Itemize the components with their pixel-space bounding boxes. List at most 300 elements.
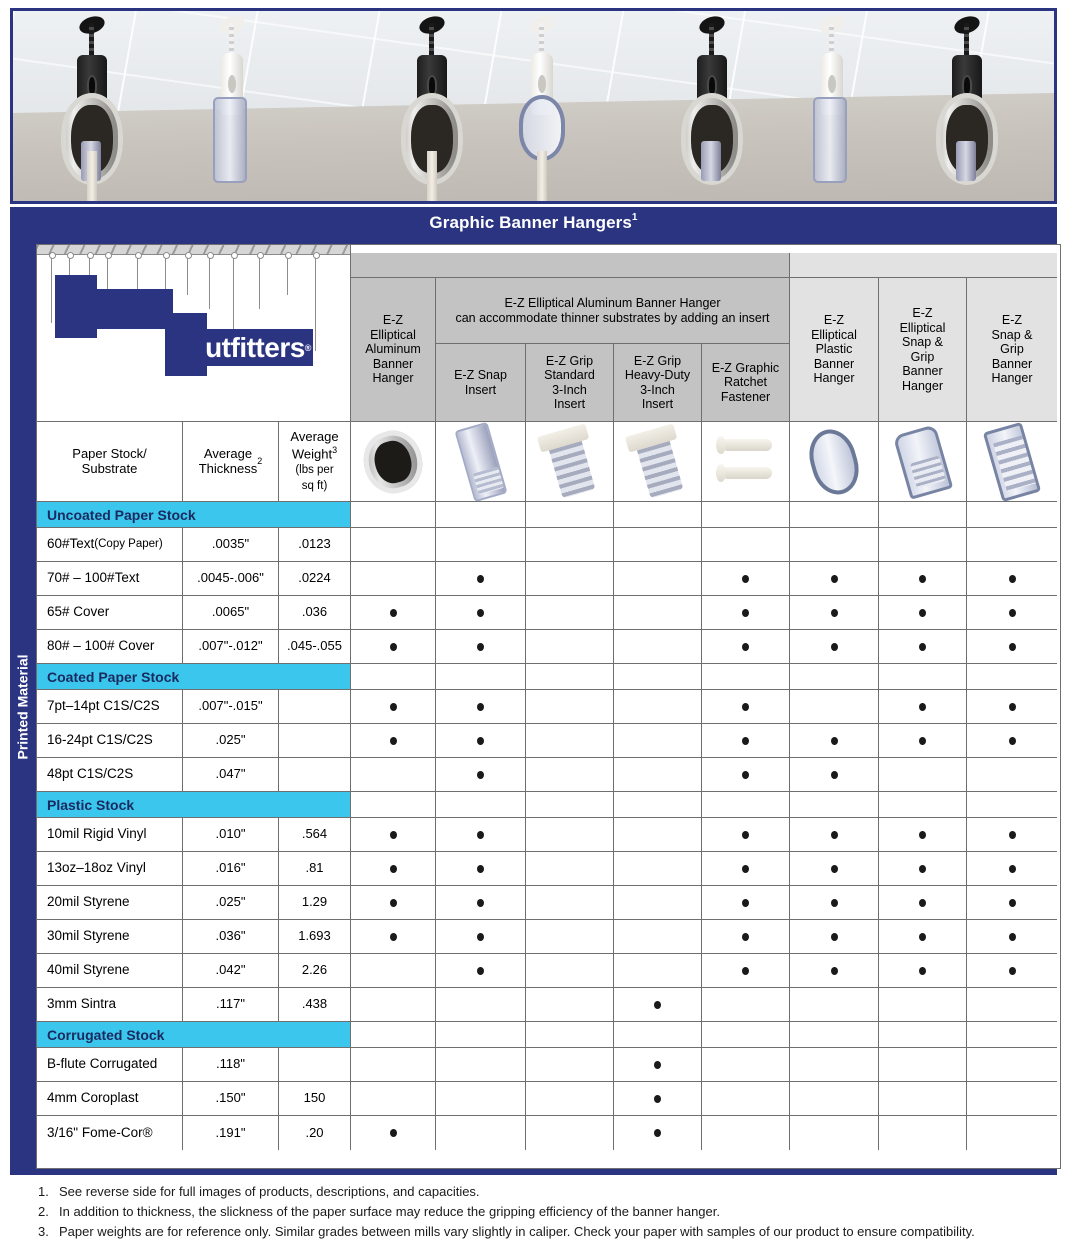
table-cell-compatibility bbox=[967, 1048, 1057, 1082]
table-row-substrate-name: 48pt C1S/C2S bbox=[37, 758, 183, 792]
section-header-spacer bbox=[526, 792, 614, 818]
footnote-number: 3. bbox=[38, 1224, 49, 1240]
compatibility-dot bbox=[831, 737, 838, 745]
table-cell-weight: .0224 bbox=[279, 562, 351, 596]
logo-word-eiling bbox=[93, 289, 173, 329]
footnote-3 bbox=[38, 1222, 1058, 1242]
table-cell-compatibility bbox=[879, 818, 967, 852]
table-cell-weight: .0123 bbox=[279, 528, 351, 562]
banner-tail-icon bbox=[537, 151, 547, 204]
page-title-footnote-ref: 1 bbox=[631, 211, 638, 223]
table-row-substrate-name: 3/16" Fome-Cor® bbox=[37, 1116, 183, 1150]
table-cell-compatibility bbox=[351, 886, 436, 920]
column-header-grip-heavyduty: E-Z Grip Heavy-Duty 3-Inch Insert bbox=[614, 344, 702, 422]
compatibility-dot bbox=[742, 703, 749, 711]
printed-material-side-label bbox=[10, 238, 36, 1175]
table-cell-compatibility bbox=[879, 758, 967, 792]
section-header-spacer bbox=[790, 502, 879, 528]
compatibility-dot bbox=[831, 967, 838, 975]
compatibility-dot bbox=[831, 899, 838, 907]
section-header-spacer bbox=[526, 502, 614, 528]
compatibility-dot bbox=[919, 865, 926, 873]
table-cell-compatibility bbox=[790, 1048, 879, 1082]
table-cell-thickness: .150" bbox=[183, 1082, 279, 1116]
table-cell-compatibility bbox=[879, 528, 967, 562]
compatibility-dot bbox=[390, 933, 397, 941]
hanger-photo-2 bbox=[183, 11, 279, 191]
table-row-substrate-name: 70# – 100#Text bbox=[37, 562, 183, 596]
compatibility-dot bbox=[477, 609, 484, 617]
footnote-1 bbox=[38, 1182, 1058, 1202]
table-cell-compatibility bbox=[790, 596, 879, 630]
compatibility-dot bbox=[477, 865, 484, 873]
table-cell-compatibility bbox=[879, 562, 967, 596]
table-cell-compatibility bbox=[879, 1048, 967, 1082]
table-cell-compatibility bbox=[879, 1082, 967, 1116]
table-cell-compatibility bbox=[790, 852, 879, 886]
table-row-substrate-name: 80# – 100# Cover bbox=[37, 630, 183, 664]
table-cell-compatibility bbox=[351, 758, 436, 792]
compatibility-dot bbox=[390, 703, 397, 711]
table-cell-compatibility bbox=[436, 596, 526, 630]
table-cell-thickness: .117" bbox=[183, 988, 279, 1022]
product-image-plastic-elliptical bbox=[790, 422, 879, 502]
compatibility-dot bbox=[919, 575, 926, 583]
table-row-substrate-name: 10mil Rigid Vinyl bbox=[37, 818, 183, 852]
section-header-spacer bbox=[967, 502, 1057, 528]
compatibility-dot bbox=[831, 865, 838, 873]
compatibility-dot bbox=[831, 933, 838, 941]
table-cell-compatibility bbox=[702, 690, 790, 724]
table-cell-compatibility bbox=[351, 630, 436, 664]
table-cell-thickness: .047" bbox=[183, 758, 279, 792]
section-header-spacer bbox=[790, 1022, 879, 1048]
table-cell-compatibility bbox=[436, 818, 526, 852]
compatibility-dot bbox=[477, 771, 484, 779]
table-cell-compatibility bbox=[526, 724, 614, 758]
table-cell-compatibility bbox=[967, 596, 1057, 630]
column-header-snap-insert: E-Z Snap Insert bbox=[436, 344, 526, 422]
table-cell-compatibility bbox=[790, 1116, 879, 1150]
compatibility-dot bbox=[390, 643, 397, 651]
table-cell-compatibility bbox=[879, 954, 967, 988]
table-cell-compatibility bbox=[790, 724, 879, 758]
table-cell-compatibility bbox=[879, 886, 967, 920]
table-cell-compatibility bbox=[967, 724, 1057, 758]
section-header-plastic-stock: Plastic Stock bbox=[37, 792, 351, 818]
product-image-elliptical-snap-grip bbox=[879, 422, 967, 502]
table-cell-compatibility bbox=[351, 852, 436, 886]
table-cell-compatibility bbox=[526, 1082, 614, 1116]
table-cell-compatibility bbox=[967, 818, 1057, 852]
table-cell-compatibility bbox=[879, 920, 967, 954]
table-cell-weight: 150 bbox=[279, 1082, 351, 1116]
compatibility-dot bbox=[654, 1001, 661, 1009]
table-cell-thickness: .016" bbox=[183, 852, 279, 886]
compatibility-dot bbox=[477, 967, 484, 975]
column-header-average-thickness: Average Thickness 2 bbox=[183, 422, 279, 502]
section-header-spacer bbox=[614, 502, 702, 528]
section-header-spacer bbox=[702, 502, 790, 528]
table-row-substrate-name: 13oz–18oz Vinyl bbox=[37, 852, 183, 886]
compatibility-dot bbox=[477, 899, 484, 907]
table-cell-compatibility bbox=[436, 528, 526, 562]
compatibility-dot bbox=[1009, 703, 1016, 711]
table-cell-compatibility bbox=[351, 562, 436, 596]
group-header-aluminum bbox=[351, 253, 790, 278]
column-header-ez-elliptical-aluminum-banner-hanger: E-Z Elliptical Aluminum Banner Hanger bbox=[351, 278, 436, 422]
table-cell-thickness: .191" bbox=[183, 1116, 279, 1150]
table-cell-compatibility bbox=[790, 528, 879, 562]
table-cell-compatibility bbox=[436, 630, 526, 664]
table-cell-compatibility bbox=[790, 562, 879, 596]
table-cell-compatibility bbox=[351, 1048, 436, 1082]
product-image-aluminum-elliptical bbox=[351, 422, 436, 502]
table-cell-compatibility bbox=[614, 1116, 702, 1150]
compatibility-dot bbox=[390, 899, 397, 907]
table-cell-thickness: .118" bbox=[183, 1048, 279, 1082]
table-cell-compatibility bbox=[614, 818, 702, 852]
footnote-2 bbox=[38, 1202, 1058, 1222]
table-cell-compatibility bbox=[351, 724, 436, 758]
table-cell-compatibility bbox=[436, 954, 526, 988]
table-cell-compatibility bbox=[436, 562, 526, 596]
table-cell-compatibility bbox=[614, 1082, 702, 1116]
table-cell-compatibility bbox=[967, 562, 1057, 596]
compatibility-dot bbox=[477, 933, 484, 941]
table-cell-compatibility bbox=[967, 988, 1057, 1022]
table-cell-compatibility bbox=[702, 852, 790, 886]
table-cell-compatibility bbox=[436, 1048, 526, 1082]
table-cell-compatibility bbox=[790, 954, 879, 988]
footnote-number: 1. bbox=[38, 1184, 49, 1199]
compatibility-dot bbox=[831, 643, 838, 651]
table-cell-weight bbox=[279, 758, 351, 792]
compatibility-dot bbox=[919, 933, 926, 941]
hanger-photo-1 bbox=[43, 11, 139, 191]
compatibility-dot bbox=[1009, 865, 1016, 873]
product-image-snap-grip bbox=[967, 422, 1057, 502]
clear-extrusion-icon bbox=[213, 97, 247, 183]
section-header-spacer bbox=[879, 792, 967, 818]
clear-extrusion-icon bbox=[813, 97, 847, 183]
compatibility-dot bbox=[742, 609, 749, 617]
table-cell-weight: .045-.055 bbox=[279, 630, 351, 664]
table-cell-compatibility bbox=[790, 988, 879, 1022]
table-cell-compatibility bbox=[614, 562, 702, 596]
page-title bbox=[10, 207, 1057, 238]
table-cell-thickness: .036" bbox=[183, 920, 279, 954]
printed-material-side-label-text: Printed Material bbox=[15, 653, 31, 760]
table-cell-compatibility bbox=[614, 724, 702, 758]
table-cell-compatibility bbox=[967, 954, 1057, 988]
hanger-photo-6 bbox=[783, 11, 879, 191]
section-header-spacer bbox=[436, 1022, 526, 1048]
table-cell-compatibility bbox=[702, 1082, 790, 1116]
section-header-spacer bbox=[879, 664, 967, 690]
column-header-average-weight: Average Weight$^3$ (lbs per sq ft) bbox=[279, 422, 351, 502]
compatibility-dot bbox=[477, 575, 484, 583]
company-logo bbox=[37, 245, 351, 422]
table-cell-compatibility bbox=[351, 920, 436, 954]
hanger-photo-3 bbox=[383, 11, 479, 191]
table-cell-compatibility bbox=[702, 886, 790, 920]
table-cell-thickness: .025" bbox=[183, 724, 279, 758]
footnote-number: 2. bbox=[38, 1204, 49, 1220]
compatibility-dot bbox=[390, 609, 397, 617]
table-cell-compatibility bbox=[614, 954, 702, 988]
section-header-spacer bbox=[879, 1022, 967, 1048]
table-cell-thickness: .010" bbox=[183, 818, 279, 852]
table-cell-weight: .036 bbox=[279, 596, 351, 630]
group-header-plastic bbox=[790, 253, 1057, 278]
compatibility-dot bbox=[1009, 967, 1016, 975]
logo-ceiling-rail-icon bbox=[37, 245, 350, 255]
section-header-spacer bbox=[790, 792, 879, 818]
compatibility-dot bbox=[390, 737, 397, 745]
table-row-substrate-name: 60#Text (Copy Paper) bbox=[37, 528, 183, 562]
table-cell-compatibility bbox=[967, 690, 1057, 724]
table-row-substrate-name: 65# Cover bbox=[37, 596, 183, 630]
table-row-substrate-name: 4mm Coroplast bbox=[37, 1082, 183, 1116]
table-cell-compatibility bbox=[967, 1082, 1057, 1116]
table-cell-weight: 2.26 bbox=[279, 954, 351, 988]
table-cell-compatibility bbox=[702, 630, 790, 664]
table-cell-weight: .564 bbox=[279, 818, 351, 852]
table-cell-compatibility bbox=[614, 886, 702, 920]
table-cell-compatibility bbox=[967, 630, 1057, 664]
section-header-spacer bbox=[436, 502, 526, 528]
section-header-coated-paper-stock: Coated Paper Stock bbox=[37, 664, 351, 690]
table-cell-compatibility bbox=[790, 886, 879, 920]
section-header-spacer bbox=[351, 792, 436, 818]
table-cell-compatibility bbox=[879, 724, 967, 758]
section-header-spacer bbox=[436, 664, 526, 690]
table-cell-compatibility bbox=[967, 528, 1057, 562]
table-cell-compatibility bbox=[790, 690, 879, 724]
table-cell-compatibility bbox=[614, 758, 702, 792]
compatibility-dot bbox=[742, 771, 749, 779]
table-cell-compatibility bbox=[526, 562, 614, 596]
section-header-spacer bbox=[702, 792, 790, 818]
table-cell-compatibility bbox=[879, 630, 967, 664]
table-cell-compatibility bbox=[351, 818, 436, 852]
logo-letter-c bbox=[55, 275, 97, 338]
compatibility-dot bbox=[390, 1129, 397, 1137]
table-row-substrate-name: 7pt–14pt C1S/C2S bbox=[37, 690, 183, 724]
table-cell-compatibility bbox=[436, 724, 526, 758]
product-image-grip-standard bbox=[526, 422, 614, 502]
logo-letter-o bbox=[165, 313, 207, 376]
table-cell-compatibility bbox=[526, 920, 614, 954]
table-cell-compatibility bbox=[702, 724, 790, 758]
table-cell-compatibility bbox=[702, 1048, 790, 1082]
table-cell-thickness: .0035" bbox=[183, 528, 279, 562]
table-cell-compatibility bbox=[702, 920, 790, 954]
aluminum-insert-note: E-Z Elliptical Aluminum Banner Hanger can accommodate thinner substrates by adding an insert bbox=[436, 278, 790, 344]
compatibility-dot bbox=[742, 967, 749, 975]
section-header-spacer bbox=[879, 502, 967, 528]
table-cell-compatibility bbox=[790, 920, 879, 954]
table-cell-compatibility bbox=[351, 528, 436, 562]
section-header-spacer bbox=[967, 1022, 1057, 1048]
compatibility-dot bbox=[1009, 933, 1016, 941]
elliptical-end-icon bbox=[681, 93, 743, 185]
section-header-spacer bbox=[790, 664, 879, 690]
column-header-grip-standard: E-Z Grip Standard 3-Inch Insert bbox=[526, 344, 614, 422]
section-header-spacer bbox=[967, 792, 1057, 818]
compatibility-dot bbox=[742, 831, 749, 839]
compatibility-dot bbox=[919, 643, 926, 651]
column-header-paper-stock-substrate: Paper Stock/ Substrate bbox=[37, 422, 183, 502]
section-header-spacer bbox=[614, 664, 702, 690]
table-cell-compatibility bbox=[967, 852, 1057, 886]
table-cell-compatibility bbox=[702, 1116, 790, 1150]
table-cell-compatibility bbox=[351, 1116, 436, 1150]
table-cell-thickness: .0045-.006" bbox=[183, 562, 279, 596]
table-cell-compatibility bbox=[790, 818, 879, 852]
table-cell-compatibility bbox=[351, 690, 436, 724]
table-cell-compatibility bbox=[526, 528, 614, 562]
table-cell-compatibility bbox=[614, 630, 702, 664]
compatibility-dot bbox=[1009, 643, 1016, 651]
table-cell-compatibility bbox=[526, 690, 614, 724]
table-cell-weight: 1.29 bbox=[279, 886, 351, 920]
section-header-spacer bbox=[351, 664, 436, 690]
logo-word-utfitters: utfitters ® bbox=[203, 329, 313, 366]
table-row-substrate-name: 30mil Styrene bbox=[37, 920, 183, 954]
table-cell-thickness: .0065" bbox=[183, 596, 279, 630]
compatibility-dot bbox=[477, 643, 484, 651]
table-row-substrate-name: 3mm Sintra bbox=[37, 988, 183, 1022]
table-cell-compatibility bbox=[702, 988, 790, 1022]
footnote-text: In addition to thickness, the slickness of the paper surface may reduce the gripping efficiency of the banner hanger. bbox=[59, 1204, 720, 1220]
table-cell-compatibility bbox=[967, 886, 1057, 920]
table-cell-compatibility bbox=[351, 988, 436, 1022]
table-cell-compatibility bbox=[526, 596, 614, 630]
page-title-text: Graphic Banner Hangers bbox=[429, 212, 632, 232]
compatibility-dot bbox=[742, 865, 749, 873]
column-header-ratchet-fastener: E-Z Graphic Ratchet Fastener bbox=[702, 344, 790, 422]
table-cell-compatibility bbox=[436, 1116, 526, 1150]
table-cell-compatibility bbox=[614, 920, 702, 954]
table-cell-compatibility bbox=[436, 988, 526, 1022]
compatibility-dot bbox=[742, 643, 749, 651]
table-row-substrate-name: 40mil Styrene bbox=[37, 954, 183, 988]
table-cell-compatibility bbox=[614, 1048, 702, 1082]
table-cell-weight: .20 bbox=[279, 1116, 351, 1150]
hanger-photo-4 bbox=[493, 11, 589, 191]
section-header-spacer bbox=[967, 664, 1057, 690]
compatibility-dot bbox=[742, 899, 749, 907]
section-header-spacer bbox=[351, 1022, 436, 1048]
compatibility-dot bbox=[1009, 575, 1016, 583]
table-cell-compatibility bbox=[526, 954, 614, 988]
table-cell-compatibility bbox=[614, 690, 702, 724]
section-header-spacer bbox=[526, 1022, 614, 1048]
table-cell-compatibility bbox=[790, 630, 879, 664]
compatibility-dot bbox=[831, 831, 838, 839]
table-cell-compatibility bbox=[436, 886, 526, 920]
table-row-substrate-name: B-flute Corrugated bbox=[37, 1048, 183, 1082]
table-cell-compatibility bbox=[614, 852, 702, 886]
elliptical-end-icon bbox=[936, 93, 998, 185]
hanger-photo-7 bbox=[918, 11, 1014, 191]
table-cell-weight bbox=[279, 1048, 351, 1082]
product-image-ratchet-fastener bbox=[702, 422, 790, 502]
compatibility-dot bbox=[654, 1095, 661, 1103]
footnote-text: See reverse side for full images of products, descriptions, and capacities. bbox=[59, 1184, 480, 1199]
table-cell-compatibility bbox=[526, 1048, 614, 1082]
section-header-uncoated-paper-stock: Uncoated Paper Stock bbox=[37, 502, 351, 528]
table-cell-weight bbox=[279, 690, 351, 724]
compatibility-dot bbox=[919, 831, 926, 839]
hanger-photo-5 bbox=[663, 11, 759, 191]
compatibility-dot bbox=[654, 1061, 661, 1069]
table-cell-compatibility bbox=[436, 852, 526, 886]
compatibility-dot bbox=[919, 737, 926, 745]
compatibility-dot bbox=[742, 933, 749, 941]
table-cell-compatibility bbox=[879, 690, 967, 724]
table-cell-weight: .81 bbox=[279, 852, 351, 886]
table-cell-compatibility bbox=[702, 596, 790, 630]
compatibility-dot bbox=[1009, 609, 1016, 617]
table-cell-compatibility bbox=[967, 920, 1057, 954]
table-cell-compatibility bbox=[702, 758, 790, 792]
compatibility-dot bbox=[742, 737, 749, 745]
product-image-grip-heavyduty bbox=[614, 422, 702, 502]
table-cell-compatibility bbox=[879, 988, 967, 1022]
footnote-text: Paper weights are for reference only. Similar grades between mills vary slightly in caliper. Check your paper with samples of our product to ensure compatibility. bbox=[59, 1224, 975, 1240]
table-cell-compatibility bbox=[967, 1116, 1057, 1150]
table-cell-thickness: .007"-.012" bbox=[183, 630, 279, 664]
section-header-corrugated-stock: Corrugated Stock bbox=[37, 1022, 351, 1048]
table-cell-compatibility bbox=[879, 596, 967, 630]
table-row-substrate-name: 16-24pt C1S/C2S bbox=[37, 724, 183, 758]
compatibility-dot bbox=[919, 899, 926, 907]
table-cell-compatibility bbox=[526, 988, 614, 1022]
column-header-elliptical-snap-grip: E-Z Elliptical Snap & Grip Banner Hanger bbox=[879, 278, 967, 422]
table-cell-compatibility bbox=[526, 852, 614, 886]
column-header-snap-grip: E-Z Snap & Grip Banner Hanger bbox=[967, 278, 1057, 422]
compatibility-table bbox=[36, 244, 1061, 1169]
compatibility-dot bbox=[477, 737, 484, 745]
table-cell-thickness: .007"-.015" bbox=[183, 690, 279, 724]
table-cell-compatibility bbox=[790, 758, 879, 792]
compatibility-dot bbox=[831, 771, 838, 779]
table-cell-weight: 1.693 bbox=[279, 920, 351, 954]
table-cell-compatibility bbox=[614, 596, 702, 630]
table-cell-weight bbox=[279, 724, 351, 758]
banner-tail-icon bbox=[87, 151, 97, 204]
compatibility-dot bbox=[742, 575, 749, 583]
banner-tail-icon bbox=[427, 151, 437, 204]
table-cell-compatibility bbox=[351, 596, 436, 630]
section-header-spacer bbox=[614, 792, 702, 818]
table-cell-compatibility bbox=[436, 1082, 526, 1116]
compatibility-dot bbox=[831, 575, 838, 583]
table-cell-compatibility bbox=[436, 758, 526, 792]
section-header-spacer bbox=[351, 502, 436, 528]
table-cell-compatibility bbox=[614, 528, 702, 562]
table-cell-thickness: .025" bbox=[183, 886, 279, 920]
compatibility-dot bbox=[919, 703, 926, 711]
table-cell-compatibility bbox=[526, 758, 614, 792]
product-image-snap-insert bbox=[436, 422, 526, 502]
table-cell-compatibility bbox=[702, 818, 790, 852]
compatibility-dot bbox=[831, 609, 838, 617]
table-cell-weight: .438 bbox=[279, 988, 351, 1022]
